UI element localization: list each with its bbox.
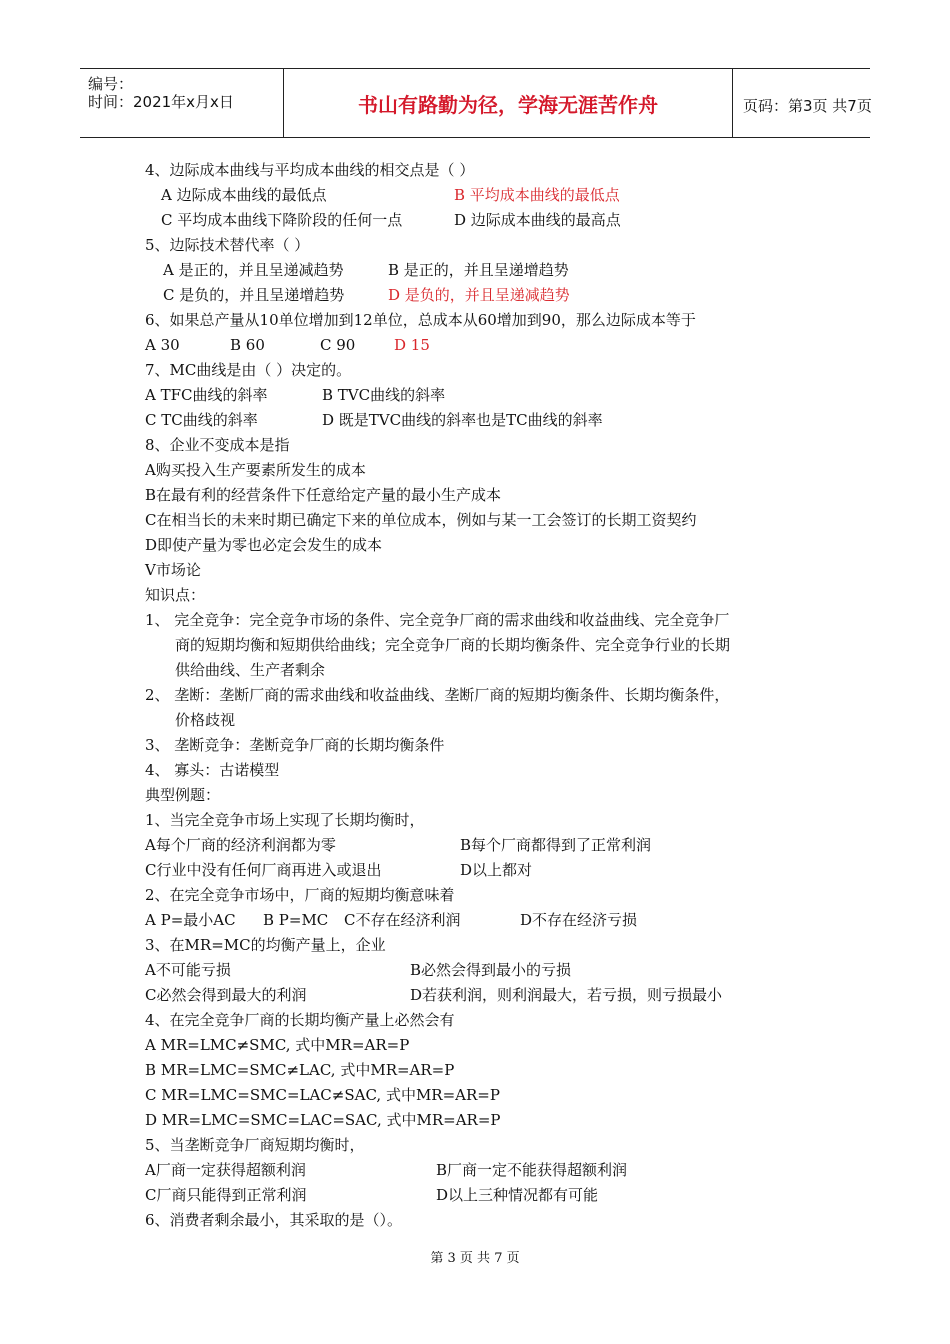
option-5b: B 是正的，并且呈递增趋势 xyxy=(388,261,569,279)
option-7b: B TVC曲线的斜率 xyxy=(322,386,446,404)
example-2c: C不存在经济利润 xyxy=(344,911,461,929)
header-motto-cell xyxy=(284,69,733,137)
option-5a: A 是正的，并且呈递减趋势 xyxy=(163,261,344,279)
example-1b: B每个厂商都得到了正常利润 xyxy=(460,836,652,854)
example-5: 5、当垄断竞争厂商短期均衡时， xyxy=(145,1136,365,1154)
knowledge-point-2: 2、 垄断：垄断厂商的需求曲线和收益曲线、垄断厂商的短期均衡条件、长期均衡条件， xyxy=(145,686,730,704)
section-heading: Ⅴ市场论 xyxy=(145,561,201,579)
example-5d: D以上三种情况都有可能 xyxy=(436,1186,599,1204)
option-4a: A 边际成本曲线的最低点 xyxy=(161,186,327,204)
example-2b: B P=MC xyxy=(263,911,329,929)
knowledge-point-2-cont: 价格歧视 xyxy=(175,711,236,729)
number-label: 编号： xyxy=(88,75,134,93)
example-3b: B必然会得到最小的亏损 xyxy=(410,961,572,979)
knowledge-point-1: 1、 完全竞争：完全竞争市场的条件、完全竞争厂商的需求曲线和收益曲线、完全竞争厂 xyxy=(145,611,730,629)
option-6d-answer: D 15 xyxy=(394,336,430,354)
option-6c: C 90 xyxy=(320,336,356,354)
question-5: 5、边际技术替代率（ ） xyxy=(145,236,310,254)
option-4c: C 平均成本曲线下降阶段的任何一点 xyxy=(161,211,403,229)
option-8d: D即使产量为零也必定会发生的成本 xyxy=(145,536,383,554)
knowledge-points-heading: 知识点： xyxy=(145,586,206,604)
option-8a: A购买投入生产要素所发生的成本 xyxy=(145,461,366,479)
page-footer: 第 3 页 共 7 页 xyxy=(430,1251,520,1266)
example-6: 6、消费者剩余最小，其采取的是（）。 xyxy=(145,1211,403,1229)
option-7c: C TC曲线的斜率 xyxy=(145,411,258,429)
example-1c: C行业中没有任何厂商再进入或退出 xyxy=(145,861,382,879)
example-4c: C MR=LMC=SMC=LAC≠SAC, 式中MR=AR=P xyxy=(145,1086,500,1104)
example-4d: D MR=LMC=SMC=LAC=SAC, 式中MR=AR=P xyxy=(145,1111,501,1129)
example-5b: B厂商一定不能获得超额利润 xyxy=(436,1161,628,1179)
example-2d: D不存在经济亏损 xyxy=(520,911,638,929)
option-7d: D 既是TVC曲线的斜率也是TC曲线的斜率 xyxy=(322,411,603,429)
header-info-cell xyxy=(80,69,284,137)
option-6b: B 60 xyxy=(230,336,265,354)
question-6: 6、如果总产量从10单位增加到12单位，总成本从60增加到90，那么边际成本等于 xyxy=(145,311,696,329)
page-header xyxy=(80,68,870,138)
motto: 书山有路勤为径，学海无涯苦作舟 xyxy=(358,93,658,117)
example-4a: A MR=LMC≠SMC, 式中MR=AR=P xyxy=(145,1036,410,1054)
examples-heading: 典型例题： xyxy=(145,786,221,804)
page-label: 页码：第3页 共7页 xyxy=(743,97,872,115)
question-7: 7、MC曲线是由（ ）决定的。 xyxy=(145,361,352,379)
example-1: 1、当完全竞争市场上实现了长期均衡时， xyxy=(145,811,425,829)
example-1a: A每个厂商的经济利润都为零 xyxy=(145,836,336,854)
example-3c: C必然会得到最大的利润 xyxy=(145,986,307,1004)
option-7a: A TFC曲线的斜率 xyxy=(145,386,268,404)
knowledge-point-1-cont: 商的短期均衡和短期供给曲线；完全竞争厂商的长期均衡条件、完全竞争行业的长期 xyxy=(175,636,731,654)
question-4: 4、边际成本曲线与平均成本曲线的相交点是（ ） xyxy=(145,161,475,179)
knowledge-point-4: 4、 寡头：古诺模型 xyxy=(145,761,280,779)
knowledge-point-1-cont2: 供给曲线、生产者剩余 xyxy=(175,661,326,679)
date-label: 时间：2021年x月x日 xyxy=(88,93,234,111)
option-8b: B在最有利的经营条件下任意给定产量的最小生产成本 xyxy=(145,486,502,504)
option-4d: D 边际成本曲线的最高点 xyxy=(454,211,621,229)
question-8: 8、企业不变成本是指 xyxy=(145,436,290,454)
header-page-cell xyxy=(733,69,870,137)
example-2a: A P=最小AC xyxy=(145,911,236,929)
example-4b: B MR=LMC=SMC≠LAC, 式中MR=AR=P xyxy=(145,1061,455,1079)
example-3a: A不可能亏损 xyxy=(145,961,231,979)
example-1d: D以上都对 xyxy=(460,861,533,879)
example-2: 2、在完全竞争市场中，厂商的短期均衡意味着 xyxy=(145,886,455,904)
option-4b-answer: B 平均成本曲线的最低点 xyxy=(454,186,620,204)
option-8c: C在相当长的未来时期已确定下来的单位成本，例如与某一工会签订的长期工资契约 xyxy=(145,511,697,529)
example-3d: D若获利润，则利润最大，若亏损，则亏损最小 xyxy=(410,986,723,1004)
option-5c: C 是负的，并且呈递增趋势 xyxy=(163,286,345,304)
example-3: 3、在MR=MC的均衡产量上，企业 xyxy=(145,936,386,954)
knowledge-point-3: 3、 垄断竞争：垄断竞争厂商的长期均衡条件 xyxy=(145,736,445,754)
example-5a: A厂商一定获得超额利润 xyxy=(145,1161,306,1179)
example-5c: C厂商只能得到正常利润 xyxy=(145,1186,307,1204)
example-4: 4、在完全竞争厂商的长期均衡产量上必然会有 xyxy=(145,1011,455,1029)
option-6a: A 30 xyxy=(145,336,180,354)
option-5d-answer: D 是负的，并且呈递减趋势 xyxy=(388,286,570,304)
